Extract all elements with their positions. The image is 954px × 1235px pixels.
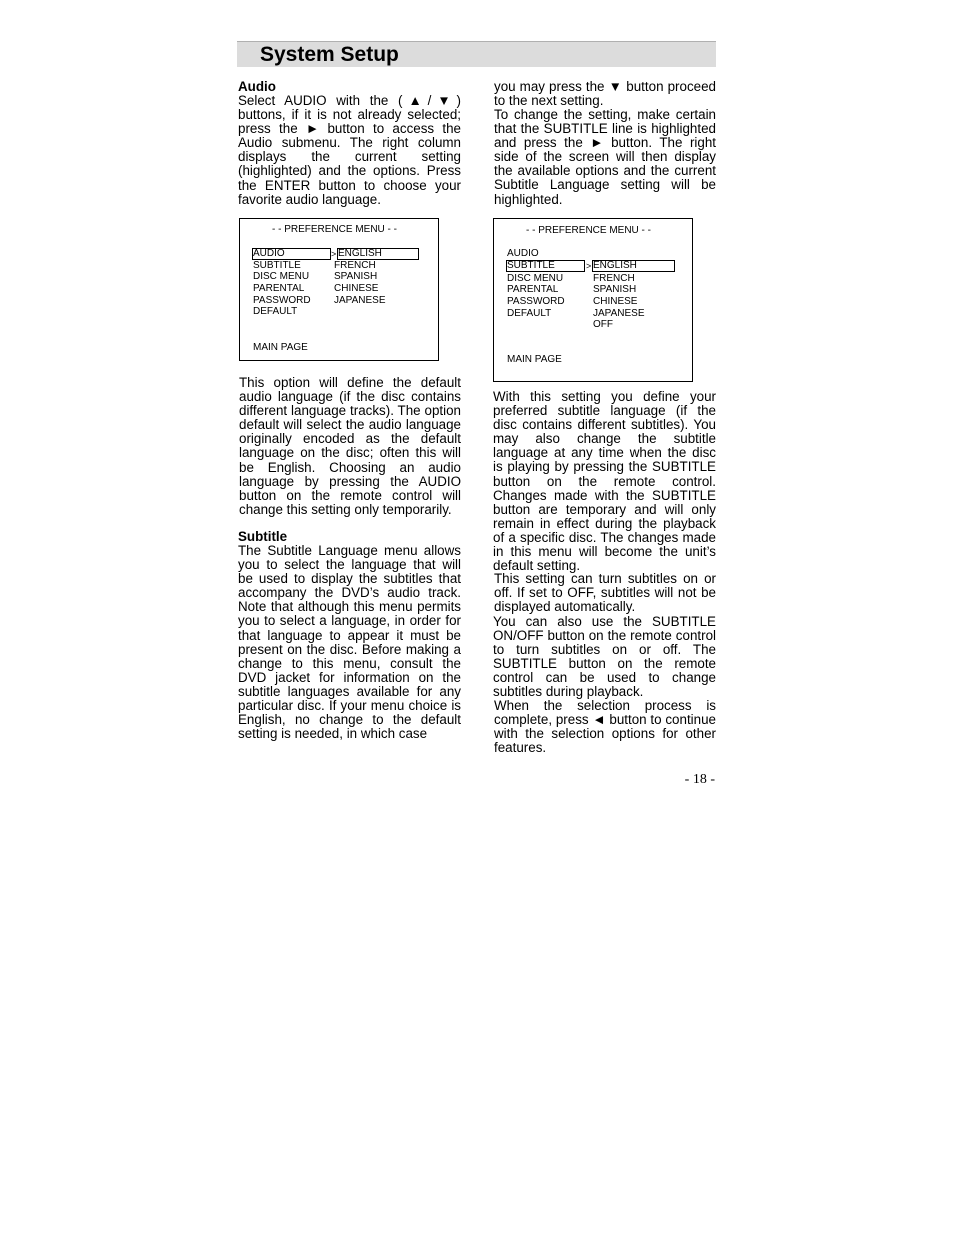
option-japanese: JAPANESE (593, 308, 645, 319)
menu-item-disc-menu: DISC MENU (507, 273, 564, 284)
option-english: ENGLISH (593, 260, 637, 271)
main-page-label: MAIN PAGE (507, 354, 562, 365)
remote-paragraph: You can also use the SUBTITLE ON/OFF button on the remote control to turn subtitles on or off. The SUBTITLE button on the remote control can be used to change subtitles during playback. (493, 614, 716, 700)
audio-preference-menu (239, 218, 439, 361)
menu-item-password: PASSWORD (507, 296, 565, 307)
option-english: ENGLISH (338, 248, 382, 259)
menu-item-parental: PARENTAL (253, 283, 305, 294)
menu-title: - - PREFERENCE MENU - - (526, 225, 651, 236)
audio-paragraph: Select AUDIO with the (▲/▼) buttons, if it is not already selected; press the ► button to access the Audio submenu. The right column displays the current setting (highlighted) and the options. Press the ENTER button to choose your favorite audio language. (238, 93, 461, 207)
option-off: OFF (593, 319, 613, 330)
menu-item-subtitle: SUBTITLE (507, 260, 555, 271)
option-spanish: SPANISH (334, 271, 378, 282)
section-title-bar (237, 41, 716, 67)
option-japanese: JAPANESE (334, 295, 386, 306)
menu-item-audio: AUDIO (507, 248, 539, 259)
audio-description: This option will define the default audio language (if the disc contains different language tracks). The option default will select the audio language originally encoded as the default language on the disc; often this will be English. Choosing an audio language by pressing the AUDIO button on the remote control will change this setting only temporarily. (239, 375, 461, 517)
subtitle-paragraph: The Subtitle Language menu allows you to select the language that will be used to display the subtitles that accompany the DVD’s audio track. Note that although this menu permits you to select a language, in order for that language to appear it must be present on the disc. Before making a change to this menu, consult the DVD jacket for information on the subtitle languages available for any particular disc. If your menu choice is English, no change to the default setting is needed, in which case (238, 543, 461, 742)
menu-item-default: DEFAULT (253, 306, 298, 317)
define-subtitle-paragraph: With this setting you define your preferred subtitle language (if the disc contains different subtitles). You may also change the subtitle language at any time when the disc is playing by pressing the SUBTITLE button on the remote control. Changes made with the SUBTITLE button are temporary and will only remain in effect during the playback of a specific disc. The changes made in this menu will become the unit’s default setting. (493, 389, 716, 574)
menu-item-parental: PARENTAL (507, 284, 559, 295)
option-chinese: CHINESE (334, 283, 379, 294)
page-number: - 18 - (684, 772, 715, 787)
complete-paragraph: When the selection process is complete, press ◄ button to continue with the selection options for other features. (494, 698, 716, 756)
main-page-label: MAIN PAGE (253, 342, 308, 353)
option-chinese: CHINESE (593, 296, 638, 307)
onoff-paragraph: This setting can turn subtitles on or off. If set to OFF, subtitles will not be displayed automatically. (494, 571, 716, 615)
menu-item-subtitle: SUBTITLE (253, 260, 301, 271)
subtitle-heading: Subtitle (238, 529, 288, 544)
menu-item-default: DEFAULT (507, 308, 552, 319)
option-french: FRENCH (593, 273, 635, 284)
audio-heading: Audio (238, 79, 276, 94)
subtitle-preference-menu (493, 218, 693, 382)
menu-title: - - PREFERENCE MENU - - (272, 224, 397, 235)
option-spanish: SPANISH (593, 284, 637, 295)
menu-item-password: PASSWORD (253, 295, 311, 306)
change-setting-paragraph: To change the setting, make certain that the SUBTITLE line is highlighted and press the ► button. The right side of the screen will then display the available options and the current Subtitle Language setting will be highlighted. (494, 107, 716, 207)
menu-item-disc-menu: DISC MENU (253, 271, 310, 282)
selection-arrow: > (586, 261, 592, 271)
selection-arrow: > (331, 249, 337, 259)
continue-paragraph: you may press the ▼ button proceed to the next setting. (494, 79, 716, 109)
menu-item-audio: AUDIO (253, 248, 285, 259)
option-french: FRENCH (334, 260, 376, 271)
page-title: System Setup (260, 43, 399, 66)
